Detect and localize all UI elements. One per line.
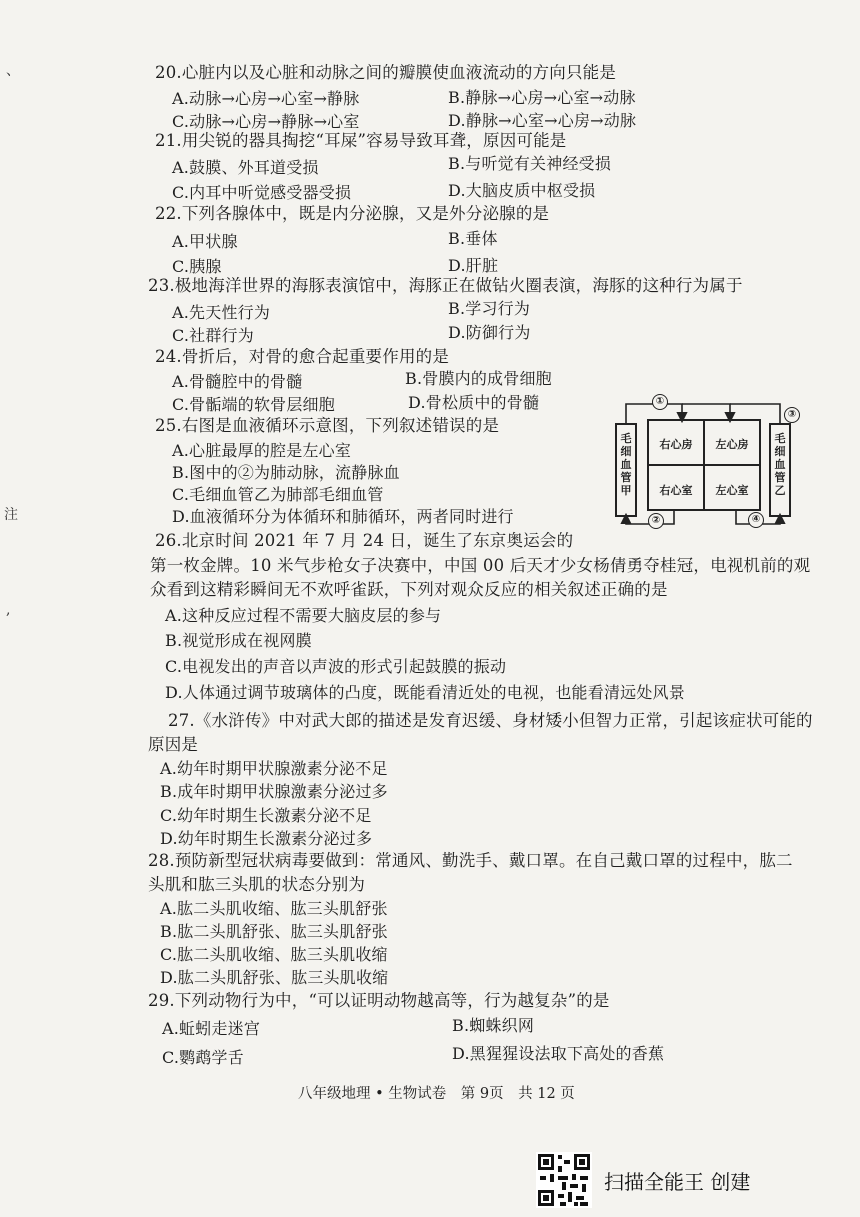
- scanner-watermark: 扫描全能王 创建: [604, 1170, 751, 1194]
- question-27-option-d: D.幼年时期生长激素分泌过多: [160, 829, 373, 848]
- question-27-stem-line-2: 原因是: [148, 735, 199, 754]
- question-26-stem-line-1: 26.北京时间 2021 年 7 月 24 日，诞生了东京奥运会的: [155, 531, 574, 550]
- question-28-stem-line-2: 头肌和肱三头肌的状态分别为: [148, 875, 366, 894]
- question-23-option-b: B.学习行为: [448, 299, 531, 318]
- question-27-option-b: B.成年时期甲状腺激素分泌过多: [160, 782, 388, 801]
- capillary-a-label: 毛细血管甲: [620, 432, 632, 497]
- question-28-option-a: A.肱二头肌收缩、肱三头肌舒张: [160, 899, 388, 918]
- question-29-option-d: D.黑猩猩设法取下高处的香蕉: [452, 1044, 665, 1063]
- right-ventricle-label: 右心室: [659, 484, 693, 497]
- page-footer: 八年级地理 • 生物试卷 第 9页 共 12 页: [298, 1086, 575, 1102]
- question-21-option-a: A.鼓膜、外耳道受损: [172, 158, 319, 177]
- question-24-option-d: D.骨松质中的骨髓: [408, 393, 540, 412]
- question-24-option-a: A.骨髓腔中的骨髓: [172, 372, 303, 391]
- question-25-stem: 25.右图是血液循环示意图，下列叙述错误的是: [155, 416, 500, 435]
- capillary-b-label: 毛细血管乙: [774, 432, 786, 497]
- question-26-option-b: B.视觉形成在视网膜: [165, 631, 312, 650]
- margin-mark: ,: [6, 602, 11, 618]
- question-22-option-b: B.垂体: [448, 229, 498, 248]
- question-22-option-c: C.胰腺: [172, 257, 222, 276]
- question-22-option-d: D.肝脏: [448, 256, 499, 275]
- question-23-option-d: D.防御行为: [448, 323, 531, 342]
- question-23-option-c: C.社群行为: [172, 326, 254, 345]
- question-28-option-d: D.肱二头肌舒张、肱三头肌收缩: [160, 968, 389, 987]
- question-20-stem: 20.心脏内以及心脏和动脉之间的瓣膜使血液流动的方向只能是: [155, 63, 617, 82]
- question-21-option-b: B.与听觉有关神经受损: [448, 154, 612, 173]
- question-25-option-b: B.图中的②为肺动脉，流静脉血: [172, 463, 400, 482]
- question-26-stem-line-3: 众看到这精彩瞬间无不欢呼雀跃，下列对观众反应的相关叙述正确的是: [150, 580, 668, 599]
- blood-circulation-diagram: [612, 390, 802, 532]
- question-24-stem: 24.骨折后，对骨的愈合起重要作用的是: [155, 347, 450, 366]
- marker-3: ③: [784, 407, 800, 423]
- question-20-option-b: B.静脉→心房→心室→动脉: [448, 88, 636, 107]
- margin-mark: 、: [6, 63, 20, 79]
- marker-1: ①: [652, 394, 668, 410]
- question-29-option-c: C.鹦鹉学舌: [162, 1048, 244, 1067]
- question-23-stem: 23.极地海洋世界的海豚表演馆中，海豚正在做钻火圈表演，海豚的这种行为属于: [148, 276, 743, 295]
- question-21-option-d: D.大脑皮质中枢受损: [448, 181, 596, 200]
- question-27-option-a: A.幼年时期甲状腺激素分泌不足: [160, 759, 388, 778]
- question-24-option-b: B.骨膜内的成骨细胞: [405, 369, 552, 388]
- question-27-stem-line-1: 27.《水浒传》中对武大郎的描述是发育迟缓、身材矮小但智力正常，引起该症状可能的: [168, 711, 813, 730]
- question-28-option-b: B.肱二头肌舒张、肱三头肌舒张: [160, 922, 388, 941]
- question-26-option-a: A.这种反应过程不需要大脑皮层的参与: [165, 606, 442, 625]
- question-24-option-c: C.骨骺端的软骨层细胞: [172, 395, 335, 414]
- question-28-option-c: C.肱二头肌收缩、肱三头肌收缩: [160, 945, 388, 964]
- question-26-option-c: C.电视发出的声音以声波的形式引起鼓膜的振动: [165, 657, 507, 676]
- question-23-option-a: A.先天性行为: [172, 303, 271, 322]
- question-21-option-c: C.内耳中听觉感受器受损: [172, 183, 352, 202]
- question-22-option-a: A.甲状腺: [172, 232, 238, 251]
- question-29-option-b: B.蜘蛛织网: [452, 1016, 535, 1035]
- question-29-option-a: A.蚯蚓走迷宫: [162, 1019, 261, 1038]
- left-ventricle-label: 左心室: [715, 484, 749, 497]
- left-atrium-label: 左心房: [715, 438, 749, 451]
- question-27-option-c: C.幼年时期生长激素分泌不足: [160, 806, 372, 825]
- question-20-option-d: D.静脉→心室→心房→动脉: [448, 111, 637, 130]
- question-25-option-d: D.血液循环分为体循环和肺循环，两者同时进行: [172, 507, 514, 526]
- right-atrium-label: 右心房: [659, 438, 693, 451]
- marker-4: ④: [748, 512, 764, 528]
- question-25-option-a: A.心脏最厚的腔是左心室: [172, 441, 352, 460]
- question-25-option-c: C.毛细血管乙为肺部毛细血管: [172, 485, 384, 504]
- question-26-stem-line-2: 第一枚金牌。10 米气步枪女子决赛中，中国 00 后天才少女杨倩勇夺桂冠，电视机前的观: [150, 556, 811, 575]
- question-28-stem-line-1: 28.预防新型冠状病毒要做到：常通风、勤洗手、戴口罩。在自己戴口罩的过程中，肱二: [148, 851, 793, 870]
- margin-mark: 注: [4, 507, 18, 523]
- question-21-stem: 21.用尖锐的器具掏挖“耳屎”容易导致耳聋，原因可能是: [155, 131, 567, 150]
- qr-code-icon: [536, 1152, 592, 1208]
- question-22-stem: 22.下列各腺体中，既是内分泌腺，又是外分泌腺的是: [155, 204, 550, 223]
- question-20-option-a: A.动脉→心房→心室→静脉: [172, 89, 360, 108]
- question-20-option-c: C.动脉→心房→静脉→心室: [172, 112, 360, 131]
- question-26-option-d: D.人体通过调节玻璃体的凸度，既能看清近处的电视，也能看清远处风景: [165, 683, 685, 702]
- question-29-stem: 29.下列动物行为中，“可以证明动物越高等，行为越复杂”的是: [148, 991, 610, 1010]
- marker-2: ②: [648, 513, 664, 529]
